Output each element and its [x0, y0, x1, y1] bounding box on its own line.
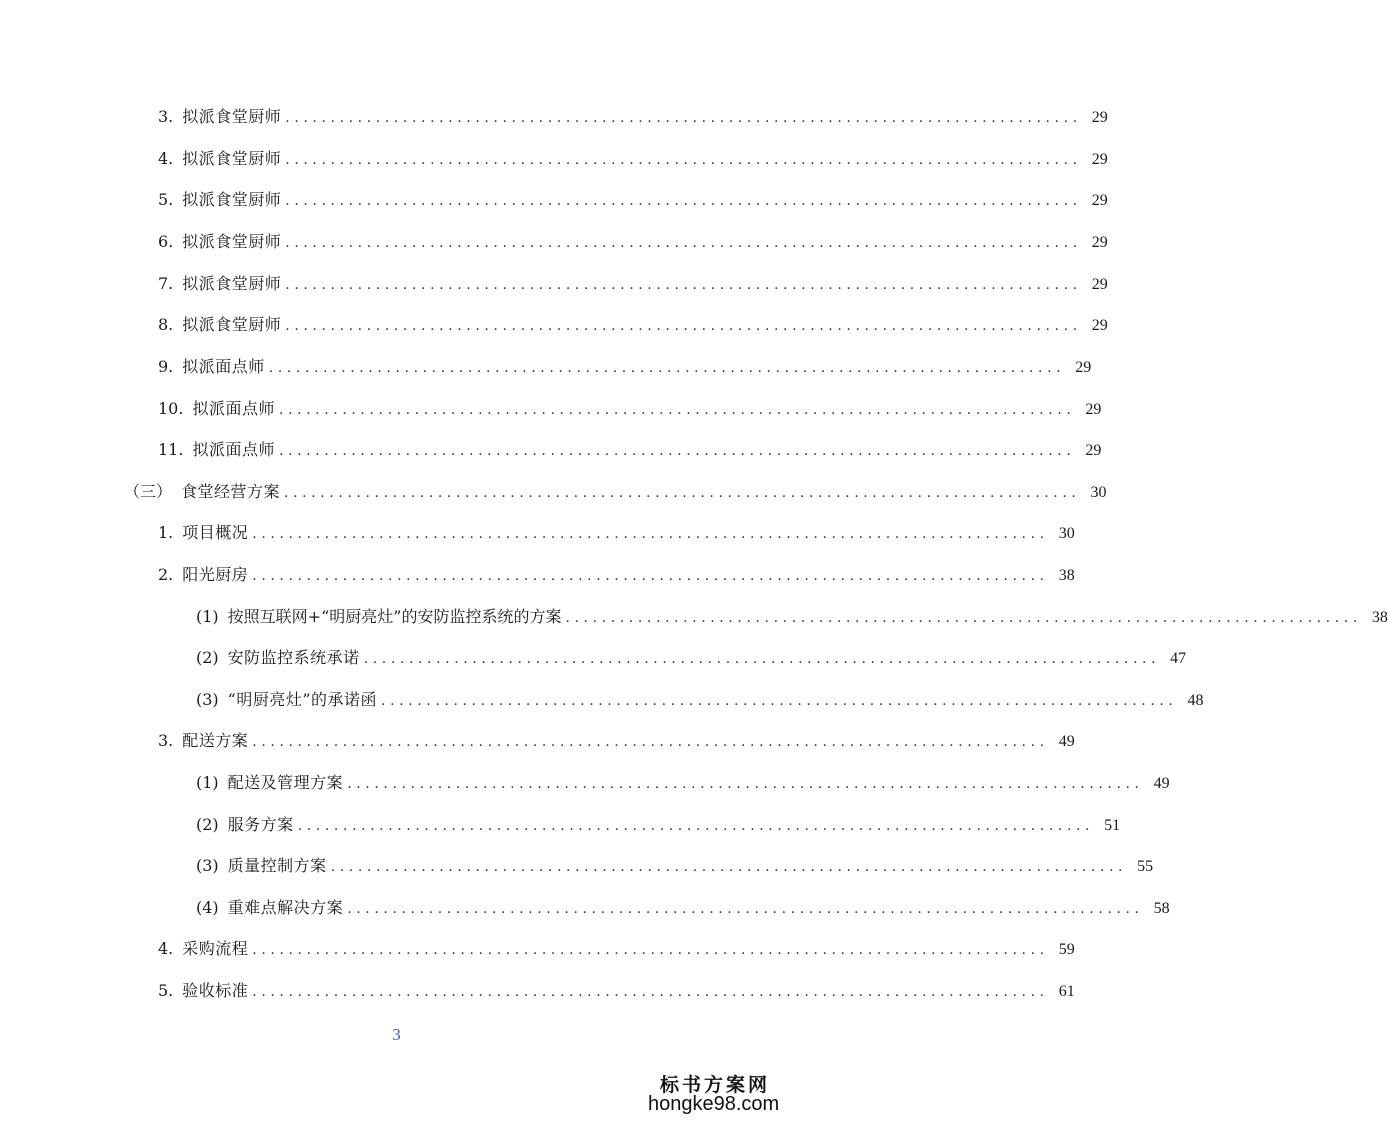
toc-entry[interactable] — [158, 187, 1108, 213]
toc-entry-number: 10. — [158, 399, 184, 418]
toc-entry-title: 拟派食堂厨师 — [182, 149, 282, 168]
toc-entry-title: 拟派食堂厨师 — [182, 232, 282, 251]
toc-entry-page: 29 — [1091, 192, 1108, 209]
dot-leader: ........................................................................................ — [252, 734, 1049, 750]
toc-entry-page: 29 — [1091, 234, 1108, 251]
toc-entry-page: 51 — [1104, 817, 1121, 834]
toc-entry-title: 拟派食堂厨师 — [182, 190, 282, 209]
toc-entry-page: 47 — [1170, 650, 1187, 667]
toc-entry[interactable] — [158, 312, 1108, 338]
toc-entry[interactable] — [196, 604, 1388, 630]
toc-entry-page: 61 — [1058, 983, 1075, 1000]
toc-entry[interactable] — [158, 396, 1102, 422]
toc-entry[interactable] — [158, 978, 1075, 1004]
toc-entry-title: 配送方案 — [182, 731, 249, 750]
toc-entry[interactable] — [158, 520, 1075, 546]
toc-entry-title: 安防监控系统承诺 — [227, 648, 360, 667]
dot-leader: ........................................................................................ — [268, 360, 1066, 376]
toc-entry-page: 38 — [1371, 609, 1388, 626]
dot-leader: ........................................................................................ — [252, 942, 1049, 958]
toc-entry-page: 29 — [1091, 317, 1108, 334]
toc-entry[interactable] — [158, 104, 1108, 130]
toc-entry-title: 配送及管理方案 — [227, 773, 344, 792]
dot-leader: ........................................................................................ — [278, 402, 1076, 418]
dot-leader: ........................................................................................ — [381, 693, 1178, 709]
toc-entry-page: 30 — [1090, 484, 1107, 501]
toc-entry-page: 29 — [1085, 401, 1102, 418]
toc-entry-page: 59 — [1058, 941, 1075, 958]
toc-entry-number: 5. — [158, 190, 174, 209]
toc-entry-page: 49 — [1153, 775, 1170, 792]
toc-entry-number: (1) — [196, 773, 219, 792]
toc-entry[interactable] — [196, 645, 1187, 671]
toc-entry-page: 29 — [1091, 151, 1108, 168]
toc-entry-title: “明厨亮灶”的承诺函 — [227, 690, 378, 709]
watermark-url: hongke98.com — [648, 1093, 780, 1115]
dot-leader: ........................................................................................ — [278, 443, 1076, 459]
toc-entry-number: 4. — [158, 939, 174, 958]
toc-entry[interactable] — [158, 229, 1108, 255]
toc-entry-number: 3. — [158, 731, 174, 750]
toc-entry[interactable] — [196, 895, 1170, 921]
toc-entry-number: (3) — [196, 690, 219, 709]
toc-entry-number: 8. — [158, 315, 174, 334]
toc-entry-page: 30 — [1058, 525, 1075, 542]
toc-entry-title: 拟派食堂厨师 — [182, 315, 282, 334]
watermark-logo-text: 标书方案网 — [660, 1074, 771, 1096]
toc-entry[interactable] — [196, 853, 1154, 879]
toc-entry-title: 拟派面点师 — [192, 399, 275, 418]
toc-entry-number: (4) — [196, 898, 219, 917]
dot-leader: ........................................................................................ — [252, 526, 1049, 542]
toc-entry[interactable] — [158, 728, 1075, 754]
toc-entry[interactable] — [158, 437, 1102, 463]
dot-leader: ........................................................................................ — [285, 110, 1082, 126]
toc-entry-title: 质量控制方案 — [227, 856, 327, 875]
toc-entry[interactable] — [196, 812, 1121, 838]
toc-entry[interactable] — [158, 271, 1108, 297]
toc-entry[interactable] — [158, 562, 1075, 588]
toc-entry-number: 2. — [158, 565, 174, 584]
dot-leader: ........................................................................................ — [347, 901, 1144, 917]
toc-entry-number: 6. — [158, 232, 174, 251]
toc-entry-title: 重难点解决方案 — [227, 898, 344, 917]
toc-entry-title: 服务方案 — [227, 815, 294, 834]
toc-entry-page: 55 — [1137, 858, 1154, 875]
dot-leader: ........................................................................................ — [297, 818, 1095, 834]
toc-entry-page: 29 — [1091, 109, 1108, 126]
toc-entry[interactable] — [158, 354, 1092, 380]
dot-leader: ........................................................................................ — [285, 193, 1082, 209]
toc-entry-page: 29 — [1091, 276, 1108, 293]
toc-entry-page: 58 — [1153, 900, 1170, 917]
toc-entry-title: 项目概况 — [182, 523, 249, 542]
toc-entry-page: 48 — [1187, 692, 1204, 709]
toc-entry-number: 4. — [158, 149, 174, 168]
toc-entry-number: 9. — [158, 357, 174, 376]
toc-entry[interactable] — [196, 687, 1204, 713]
toc-entry-page: 29 — [1085, 442, 1102, 459]
toc-entry-title: 拟派面点师 — [192, 440, 275, 459]
dot-leader: ........................................................................................ — [284, 485, 1081, 501]
toc-entry-number: 11. — [158, 440, 184, 459]
toc-entry-number: 3. — [158, 107, 174, 126]
page-number: 3 — [392, 1025, 401, 1044]
dot-leader: ........................................................................................ — [347, 776, 1144, 792]
toc-entry-title: 阳光厨房 — [182, 565, 249, 584]
toc-entry-number: 1. — [158, 523, 174, 542]
toc-entry[interactable] — [196, 770, 1170, 796]
dot-leader: ........................................................................................ — [285, 318, 1082, 334]
toc-entry-number: (1) — [196, 607, 219, 626]
toc-entry-title: 验收标准 — [182, 981, 249, 1000]
toc-entry-number: （三） — [124, 482, 173, 501]
toc-entry[interactable] — [124, 479, 1107, 505]
toc-entry-title: 按照互联网+“明厨亮灶”的安防监控系统的方案 — [227, 607, 562, 626]
toc-entry-title: 拟派面点师 — [182, 357, 265, 376]
toc-entry-number: (2) — [196, 648, 219, 667]
toc-entry-number: 7. — [158, 274, 174, 293]
dot-leader: ........................................................................................ — [565, 610, 1362, 626]
dot-leader: ........................................................................................ — [330, 859, 1128, 875]
toc-entry[interactable] — [158, 936, 1075, 962]
toc-entry-page: 49 — [1058, 733, 1075, 750]
toc-entry-title: 食堂经营方案 — [181, 482, 281, 501]
dot-leader: ........................................................................................ — [285, 277, 1082, 293]
dot-leader: ........................................................................................ — [252, 984, 1049, 1000]
toc-entry-title: 采购流程 — [182, 939, 249, 958]
dot-leader: ........................................................................................ — [285, 152, 1082, 168]
toc-entry-title: 拟派食堂厨师 — [182, 107, 282, 126]
dot-leader: ........................................................................................ — [363, 651, 1161, 667]
toc-entry-number: (2) — [196, 815, 219, 834]
toc-entry-page: 29 — [1075, 359, 1092, 376]
dot-leader: ........................................................................................ — [252, 568, 1049, 584]
toc-entry-title: 拟派食堂厨师 — [182, 274, 282, 293]
toc-entry-number: (3) — [196, 856, 219, 875]
dot-leader: ........................................................................................ — [285, 235, 1082, 251]
toc-entry-page: 38 — [1058, 567, 1075, 584]
toc-entry[interactable] — [158, 146, 1108, 172]
toc-entry-number: 5. — [158, 981, 174, 1000]
